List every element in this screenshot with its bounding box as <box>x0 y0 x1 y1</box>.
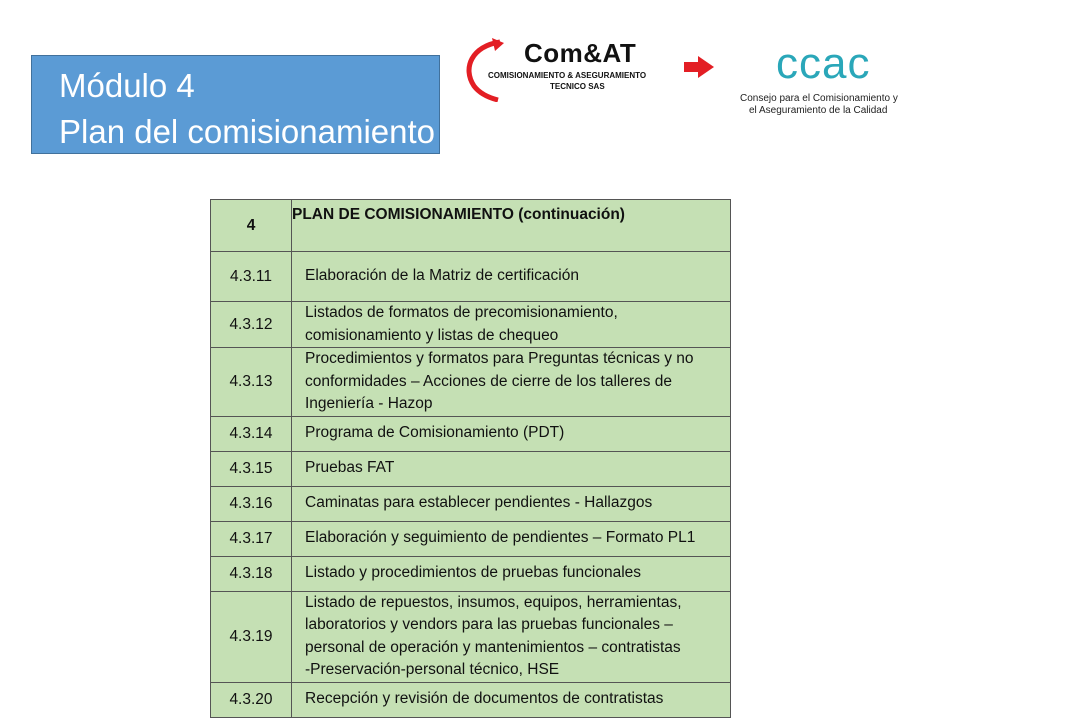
table-row <box>211 451 731 486</box>
row-description-line: personal de operación y mantenimientos – contratistas <box>305 638 681 656</box>
row-description <box>292 451 731 486</box>
table-header-row <box>211 200 731 252</box>
row-number: 4.3.13 <box>211 348 292 417</box>
ccac-subtitle-2: el Aseguramiento de la Calidad <box>749 105 888 116</box>
row-description-line: Procedimientos y formatos para Preguntas técnicas y no <box>305 350 694 367</box>
row-description <box>292 348 731 417</box>
row-description <box>292 556 731 591</box>
comat-logo <box>462 38 722 102</box>
row-description-line: Caminatas para establecer pendientes - Hallazgos <box>305 494 653 512</box>
table-row <box>211 486 731 521</box>
module-title: Módulo 4 <box>59 67 195 104</box>
ccac-logo <box>740 40 920 120</box>
row-number: 4.3.14 <box>211 416 292 451</box>
header-number: 4 <box>211 200 292 252</box>
commissioning-plan-table <box>210 199 731 718</box>
row-description-line: -Preservación-personal técnico, HSE <box>305 661 560 678</box>
row-number: 4.3.12 <box>211 302 292 348</box>
module-subtitle: Plan del comisionamiento <box>59 113 436 150</box>
row-description <box>292 252 731 302</box>
row-description-line: Elaboración de la Matriz de certificación <box>305 267 579 285</box>
row-description-line: comisionamiento y listas de chequeo <box>305 326 559 344</box>
ccac-subtitle-1: Consejo para el Comisionamiento y <box>740 93 898 104</box>
row-description-line: Elaboración y seguimiento de pendientes – Formato PL1 <box>305 529 696 547</box>
row-description-line: Pruebas FAT <box>305 459 395 477</box>
table-row <box>211 252 731 302</box>
row-number: 4.3.17 <box>211 521 292 556</box>
table-row <box>211 521 731 556</box>
table-row <box>211 591 731 682</box>
row-description-line: Programa de Comisionamiento (PDT) <box>305 424 565 442</box>
row-description-line: Listado y procedimientos de pruebas funcionales <box>305 564 642 582</box>
comat-subtitle-2: TECNICO SAS <box>550 82 605 91</box>
row-description <box>292 416 731 451</box>
row-number: 4.3.11 <box>211 252 292 302</box>
row-description <box>292 682 731 717</box>
row-description-line: Recepción y revisión de documentos de contratistas <box>305 690 664 708</box>
row-description-line: conformidades – Acciones de cierre de los talleres de <box>305 372 673 390</box>
row-description <box>292 521 731 556</box>
row-description-line: Listado de repuestos, insumos, equipos, herramientas, <box>305 593 682 611</box>
ccac-name: ccac <box>776 39 871 88</box>
row-number: 4.3.16 <box>211 486 292 521</box>
module-title-box <box>31 55 440 154</box>
row-number: 4.3.15 <box>211 451 292 486</box>
row-description <box>292 486 731 521</box>
row-number: 4.3.20 <box>211 682 292 717</box>
table-row <box>211 682 731 717</box>
row-description <box>292 591 731 682</box>
row-description <box>292 302 731 348</box>
table-row <box>211 348 731 417</box>
row-description-line: laboratorios y vendors para las pruebas funcionales – <box>305 616 673 633</box>
row-description-line: Ingeniería - Hazop <box>305 395 433 412</box>
header-title: PLAN DE COMISIONAMIENTO (continuación) <box>292 200 731 252</box>
comat-subtitle-1: COMISIONAMIENTO & ASEGURAMIENTO <box>488 71 647 80</box>
row-number: 4.3.19 <box>211 591 292 682</box>
comat-name: Com&AT <box>524 38 637 68</box>
row-description-line: Listados de formatos de precomisionamiento, <box>305 304 618 321</box>
table-row <box>211 302 731 348</box>
table-row <box>211 416 731 451</box>
row-number: 4.3.18 <box>211 556 292 591</box>
table-row <box>211 556 731 591</box>
